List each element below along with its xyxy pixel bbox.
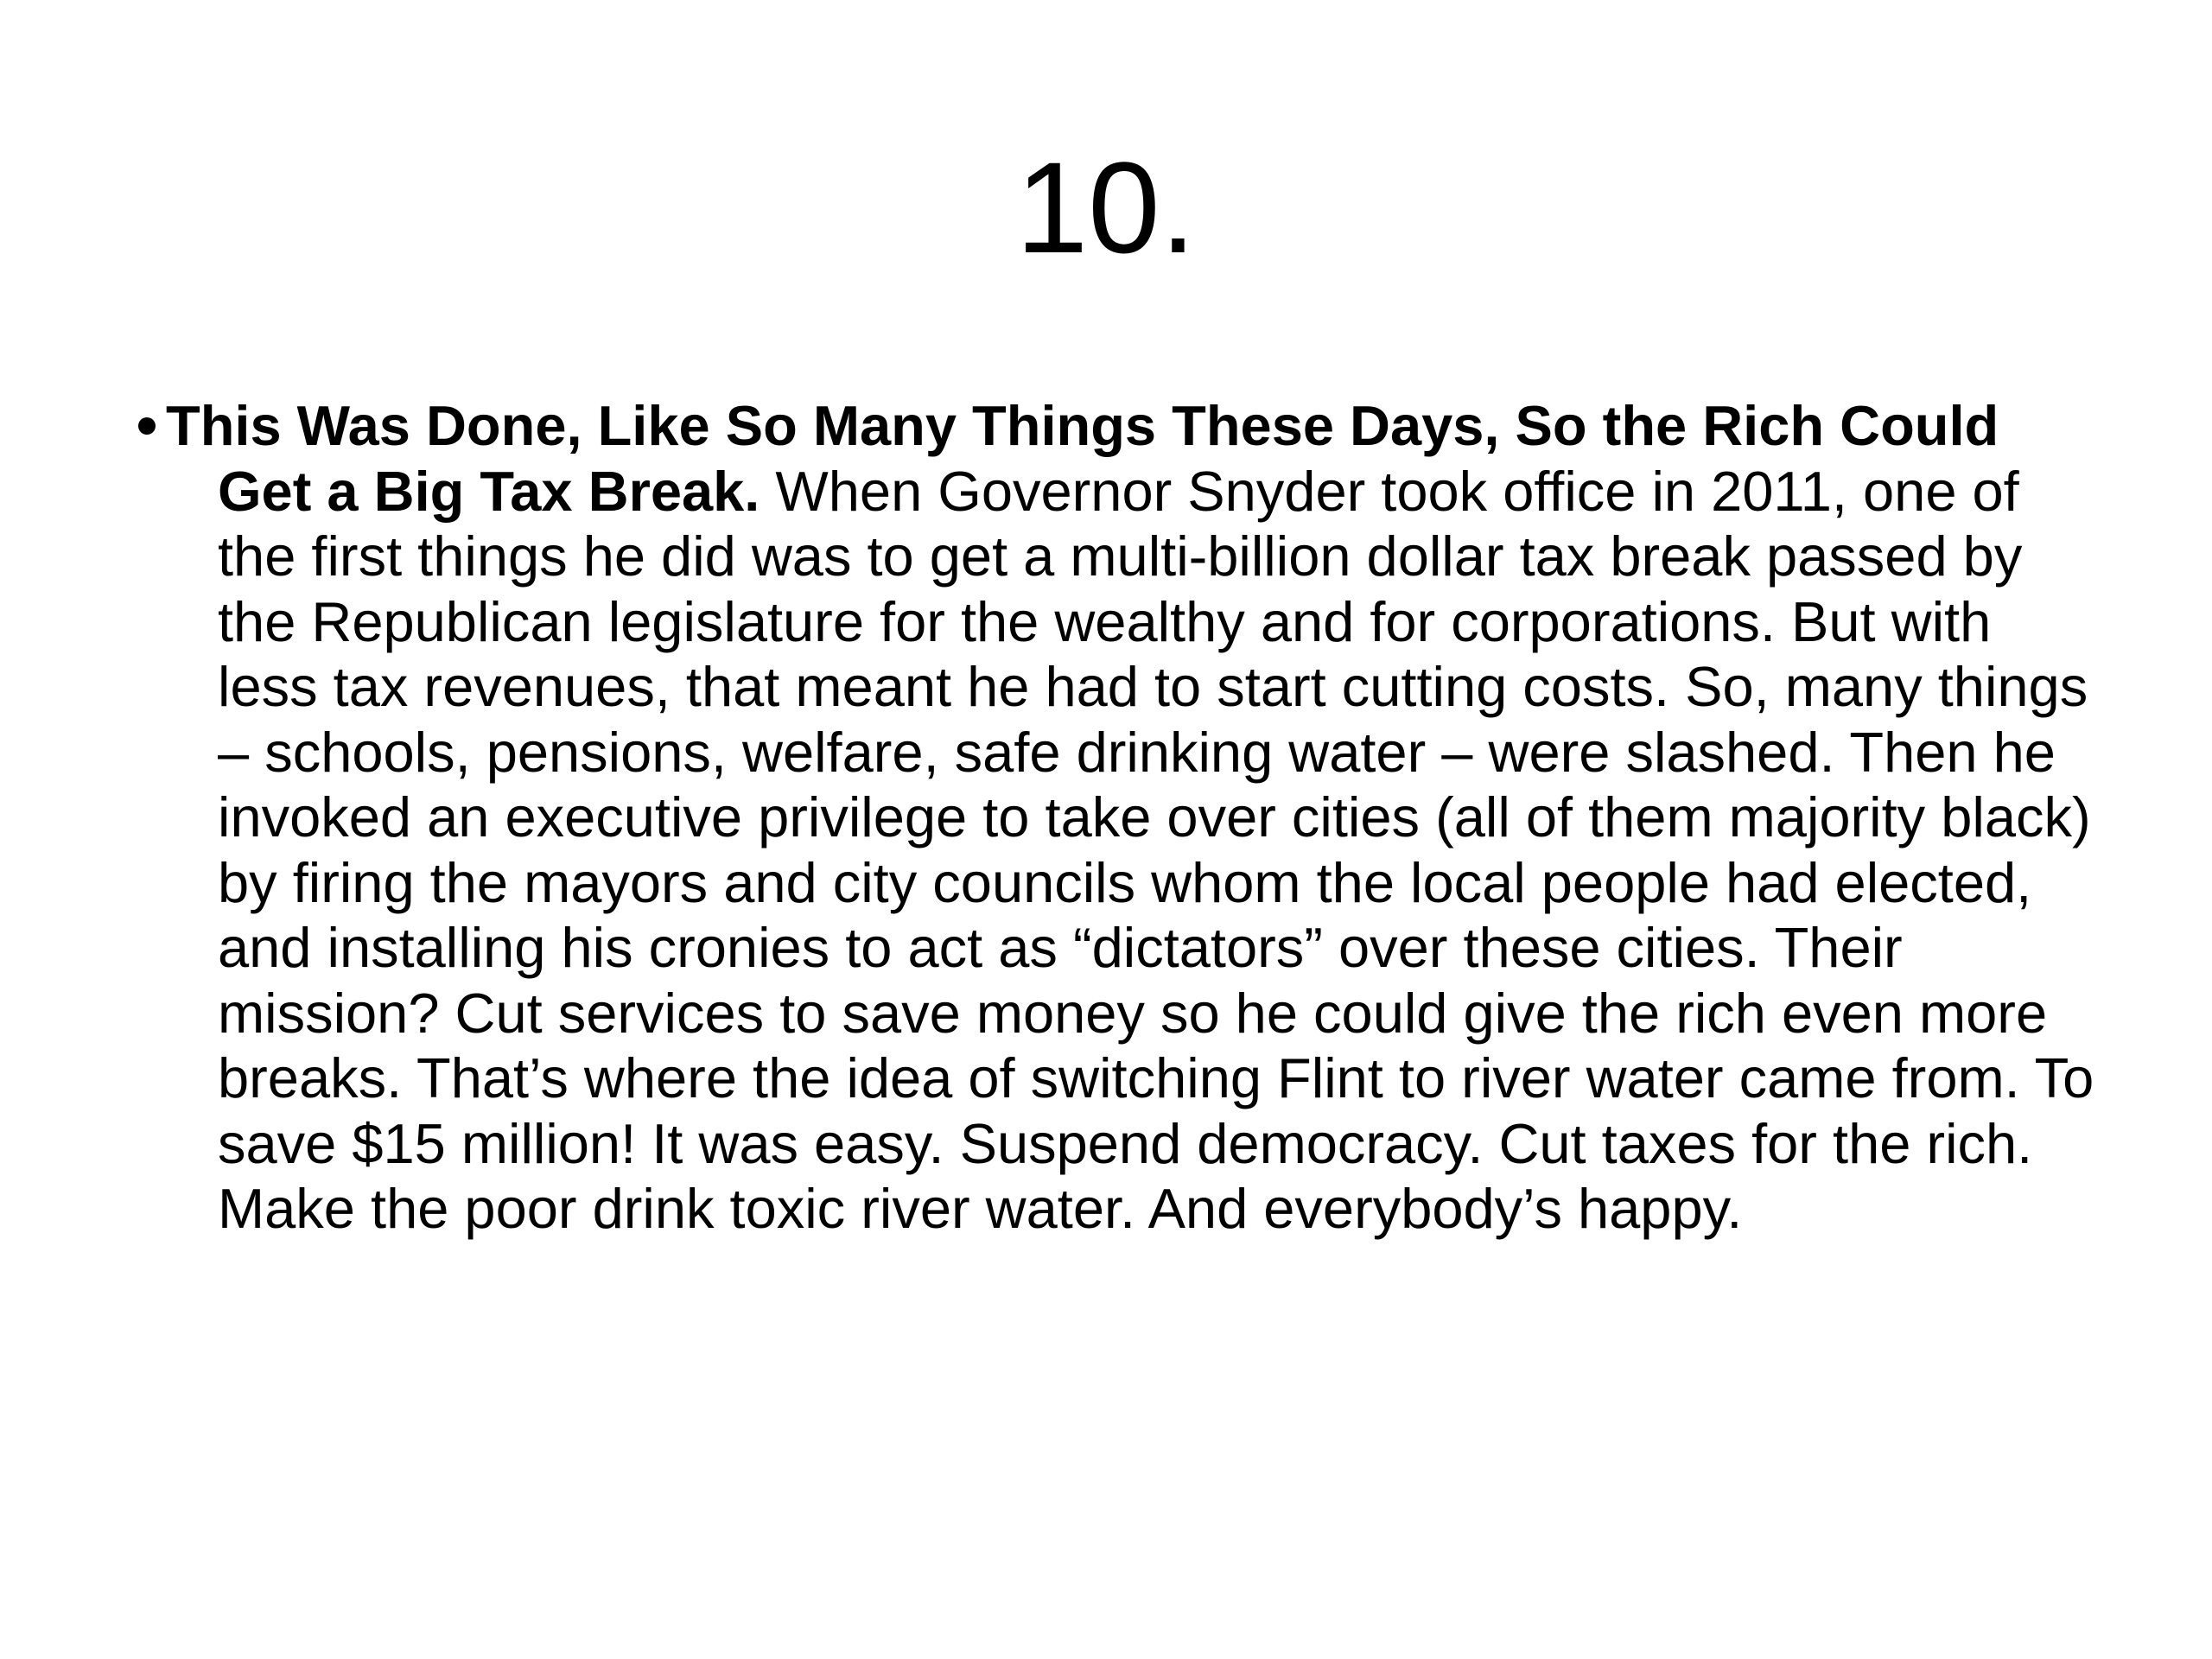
slide-title: 10. [1015, 135, 1197, 280]
bullet-body-text: When Governor Snyder took office in 2011, one of the first things he did was to get a multi-billion dollar tax break passed by the Republican legislature for the wealthy and for corporations. But with less tax revenues, that meant he had to start cutting costs. So, many things – schools, pensions, welfare, safe drinking water – were slashed. Then he invoked an executive privilege to take over cities (all of them majority black) by firing the mayors and city councils whom the local people had elected, and installing his cronies to act as “dictators” over these cities. Their mission? Cut services to save money so he could give the rich even more breaks. That’s where the idea of switching Flint to river water came from. To save $15 million! It was easy. Suspend democracy. Cut taxes for the rich. Make the poor drink toxic river water. And everybody’s happy. [218, 459, 2094, 1240]
bullet-item [138, 393, 2100, 1242]
slide-content [138, 393, 2100, 1242]
bullet-icon [138, 393, 169, 459]
bullet-lead-text: This Was Done, Like So Many Things These Days, So the Rich Could Get a Big Tax Break. [166, 394, 1999, 523]
